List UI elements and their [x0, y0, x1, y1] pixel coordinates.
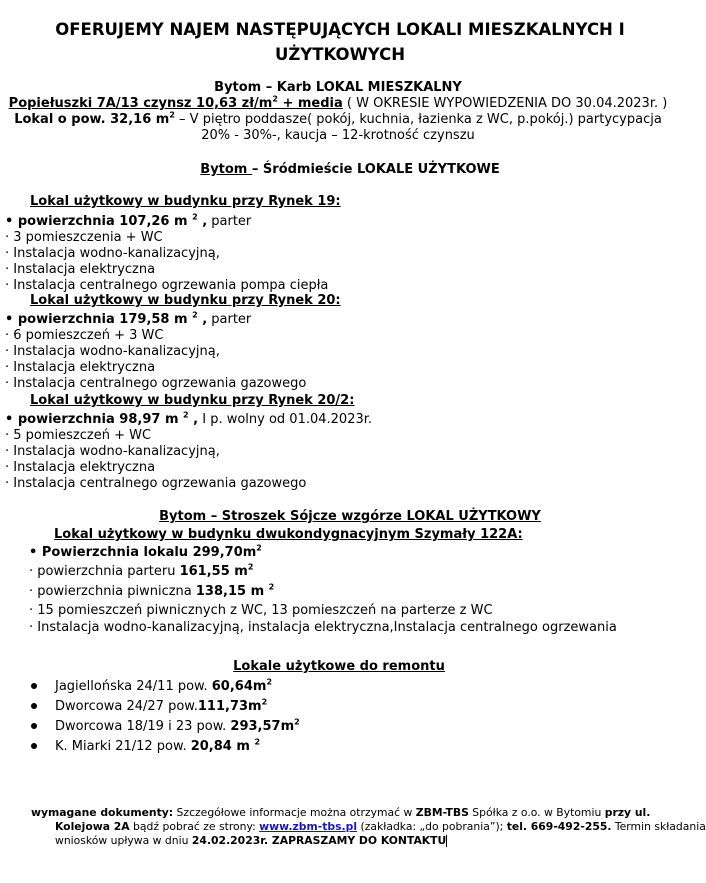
unit-rynek-20 [5, 293, 341, 392]
stroszek-piwnica: · powierzchnia piwniczna 138,15 m $^2$ [29, 582, 275, 599]
stroszek-heading: Bytom – Stroszek Sójcze wzgórze LOKAL UŻYTKOWY [159, 509, 541, 524]
footer-line-3: wniosków upływa w dniu 24.02.2023r. ZAPRASZAMY DO KONTAKTU [55, 834, 447, 847]
list-item: · Instalacja centralnego ogrzewania gazowego [5, 376, 307, 391]
list-item: Dworcowa 18/19 i 23 pow. $293,57m^2$ [31, 717, 300, 737]
list-item: · Instalacja centralnego ogrzewania gazowego [5, 476, 307, 491]
karb-heading: Bytom – Karb LOKAL MIESZKALNY [214, 80, 462, 95]
unit-area-line: • powierzchnia 179,58 m $^2$ , parter [5, 310, 252, 327]
remont-list [31, 677, 300, 757]
karb-area-desc: – V piętro poddasze( pokój, kuchnia, łazienka z WC, p.pokój.) partycypacja [174, 112, 662, 127]
list-item: · 3 pomieszczenia + WC [5, 230, 163, 245]
footer-note [31, 806, 706, 848]
karb-area-line [0, 112, 676, 128]
unit-area-line: • powierzchnia 107,26 m $^2$ , parter [5, 212, 252, 229]
stroszek-rooms: · 15 pomieszczeń piwnicznych z WC, 13 pomieszczeń na parterze z WC [29, 603, 493, 618]
stroszek-subheading: Lokal użytkowy w budynku dwukondygnacyjnym Szymały 122A: [54, 527, 523, 542]
list-item: · Instalacja wodno-kanalizacyjną, [5, 344, 220, 359]
website-link[interactable]: www.zbm-tbs.pl [259, 820, 358, 833]
page-title [40, 17, 640, 67]
stroszek-details [29, 544, 617, 636]
list-item: · 6 pomieszczeń + 3 WC [5, 328, 164, 343]
list-item: Jagiellońska 24/11 pow. $60,64m^2$ [31, 677, 300, 697]
karb-address: Popiełuszki 7A/13 czynsz 10,63 $zł/m^2$ + media [8, 94, 343, 111]
unit-rynek-20-2 [5, 393, 372, 492]
list-item: · Instalacja wodno-kanalizacyjną, [5, 246, 220, 261]
list-item: · Instalacja wodno-kanalizacyjną, [5, 444, 220, 459]
karb-address-note: ( W OKRESIE WYPOWIEDZENIA DO 30.04.2023r. ) [342, 96, 668, 111]
title-line-2: UŻYTKOWYCH [274, 45, 406, 64]
footer-line-2: Kolejowa 2A bądź pobrać ze strony: www.zbm-tbs.pl (zakładka: „do pobrania”); tel. 669-492-255. Termin składania [55, 820, 706, 833]
list-item: · Instalacja elektryczna [5, 262, 156, 277]
karb-area: Lokal o pow. 32,16 $m^2$ [14, 110, 175, 127]
karb-address-line [0, 96, 676, 112]
karb-deposit: 20% - 30%-, kaucja – 12-krotność czynszu [201, 128, 475, 143]
list-item: Dworcowa 24/27 $pow.111,73m^2$ [31, 697, 300, 717]
srodmiescie-heading: Bytom – Śródmieście LOKALE UŻYTKOWE [200, 162, 500, 177]
list-item: K. Miarki 21/12 pow. 20,84 m $^2$ [31, 737, 300, 757]
karb-section [0, 80, 676, 144]
list-item: · Instalacja centralnego ogrzewania pompa ciepła [5, 278, 329, 293]
text-cursor [446, 835, 447, 847]
unit-title: Lokal użytkowy w budynku przy Rynek 19: [30, 194, 341, 209]
unit-area-line: • powierzchnia 98,97 m $^2$ , I p. wolny od 01.04.2023r. [5, 410, 373, 427]
remont-heading: Lokale użytkowe do remontu [233, 659, 445, 674]
unit-title: Lokal użytkowy w budynku przy Rynek 20: [30, 293, 341, 308]
list-item: · 5 pomieszczeń + WC [5, 428, 152, 443]
title-line-1: OFERUJEMY NAJEM NASTĘPUJĄCYCH LOKALI MIESZKALNYCH I [55, 20, 625, 39]
unit-rynek-19 [5, 194, 341, 294]
unit-title: Lokal użytkowy w budynku przy Rynek 20/2: [30, 393, 355, 408]
stroszek-parter: · powierzchnia parteru 161,55 $m^2$ [29, 562, 254, 579]
stroszek-install: · Instalacja wodno-kanalizacyjną, instalacja elektryczna,Instalacja centralnego ogrzewania [29, 620, 617, 635]
footer-line-1: wymagane dokumenty: Szczegółowe informacje można otrzymać w ZBM-TBS Spółka z o.o. w Bytomiu przy ul. [31, 806, 651, 819]
list-item: · Instalacja elektryczna [5, 360, 156, 375]
list-item: · Instalacja elektryczna [5, 460, 156, 475]
stroszek-area-total: • Powierzchnia lokalu $299,70m^2$ [29, 543, 262, 560]
